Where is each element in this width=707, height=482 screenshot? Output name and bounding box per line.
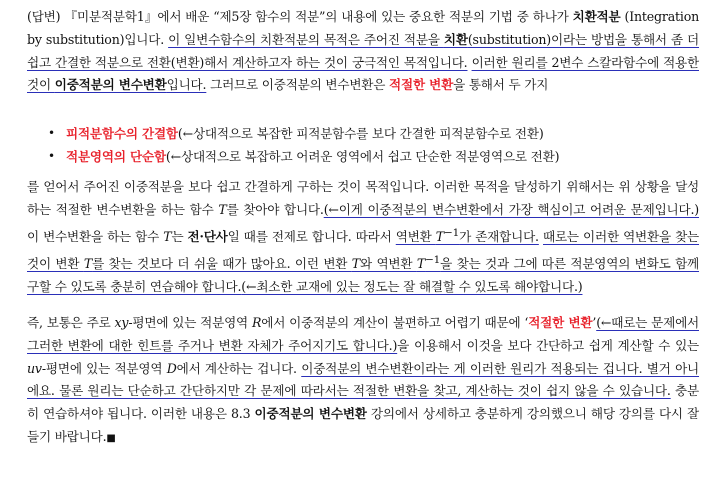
math-T: T bbox=[416, 255, 426, 271]
summary-text: 즉, 보통은 주로 bbox=[27, 315, 115, 330]
end-mark-icon: ■ bbox=[106, 432, 116, 444]
summary-text-3: 에서 이중적분의 계산이 불편하고 어렵기 때문에 ‘ bbox=[261, 315, 529, 330]
bullet-icon: • bbox=[48, 126, 55, 140]
underlined-inverse bbox=[395, 226, 539, 244]
underlined-core-note: (←이게 이중적분의 변수변환에서 가장 핵심이고 어려운 문제입니다.) bbox=[323, 201, 699, 217]
math-T: T bbox=[83, 255, 93, 271]
summary-text-4: 을 이용해서 이것을 보다 간단하고 쉽게 계산할 수 있는 bbox=[397, 337, 699, 353]
math-superscript: −1 bbox=[425, 253, 441, 266]
math-T: T bbox=[435, 228, 444, 244]
purpose-text: 이 일변수함수의 치환적분의 목적은 주어진 적분을 bbox=[168, 31, 444, 47]
goal-list bbox=[48, 122, 688, 168]
term-appropriate-transform: 적절한 변환 bbox=[389, 77, 454, 93]
underlined-hint-note: (←때로는 문제에서 그러한 변환에 대한 힌트를 주거나 변환 자체가 주어지기도 합니다.) bbox=[27, 315, 699, 353]
intro-text-3: 그러므로 이중적분의 변수변환은 bbox=[206, 77, 390, 93]
summary-text-7: 충분히 연습하셔야 됩니다. 이러한 내용은 8.3 bbox=[27, 383, 699, 422]
application-end: 입니다. bbox=[166, 77, 207, 93]
bullet-icon: • bbox=[48, 149, 55, 163]
math-T: T bbox=[351, 255, 360, 271]
practice-text-4: 을 찾는 것과 그에 따른 적분영역의 변화도 함께 구할 수 있도록 충분히 연습해야 합니다. bbox=[27, 255, 700, 294]
summary-text-8: 강의에서 상세하고 충분하게 강의했으니 해당 강의를 다시 잘 들기 바랍니다. bbox=[27, 406, 699, 444]
math-R: R bbox=[251, 315, 262, 330]
term-change-of-variables: 이중적분의 변수변환 bbox=[54, 77, 167, 93]
intro-text-2: (Integration by substitution)입니다. bbox=[27, 9, 699, 47]
list-item bbox=[48, 122, 688, 145]
math-D: D bbox=[166, 360, 177, 376]
practice-text-2: 를 찾는 것보다 더 쉬울 때가 많아요. 이런 변환 bbox=[92, 255, 352, 271]
summary-paragraph bbox=[27, 312, 699, 451]
method-paragraph bbox=[27, 176, 699, 298]
bullet-term: 피적분함수의 간결함 bbox=[66, 126, 178, 141]
math-superscript: −1 bbox=[444, 226, 460, 239]
bullet-term: 적분영역의 단순함 bbox=[66, 149, 166, 164]
term-bijective: 전·단사 bbox=[187, 228, 228, 244]
quote-close: ’ bbox=[592, 315, 597, 330]
underlined-principle: 이중적분의 변수변환이라는 게 이러한 원리가 적용되는 겁니다. 별거 아니에요. 물론 원리는 단순하고 간단하지만 각 문제에 따라서는 적절한 변환을 찾고, 계산하는 것이 쉽지 않을 수 있습니다. bbox=[27, 360, 700, 399]
intro-paragraph bbox=[27, 6, 699, 97]
underlined-textbook-note: (←최소한 교재에 있는 정도는 잘 해결할 수 있도록 해야합니다.) bbox=[241, 278, 583, 294]
bullet-desc: (←상대적으로 복잡한 피적분함수를 보다 간결한 피적분함수로 전환) bbox=[177, 126, 544, 141]
purpose-text-2: (substitution)이라는 방법을 통해서 좀 더 쉽고 간결한 적분으로 전환(변환)해서 계산하고자 하는 것이 궁극적인 목적입니다. bbox=[27, 31, 699, 70]
inverse-text: 역변환 bbox=[395, 228, 436, 244]
term-appropriate-transform: 적절한 변환 bbox=[528, 315, 593, 330]
summary-text-5: -평면에 있는 적분영역 bbox=[41, 360, 167, 376]
intro-text-4: 을 통해서 두 가지 bbox=[453, 77, 549, 93]
practice-text: 때로는 이러한 역변환을 찾는 것이 변환 bbox=[27, 228, 700, 271]
math-xy: xy bbox=[114, 315, 129, 330]
list-item bbox=[48, 145, 688, 168]
intro-text: (답변) 『미분적분학1』에서 배운 “제5장 함수의 적분”의 내용에 있는 중요한 적분의 기법 중 하나가 bbox=[27, 9, 573, 24]
summary-text-6: 에서 계산하는 겁니다. bbox=[176, 360, 302, 376]
application-text: 이러한 원리를 2변수 스칼라함수에 적용한 것이 bbox=[27, 54, 699, 93]
method-text-5: 일 때를 전제로 합니다. 따라서 bbox=[227, 228, 396, 244]
math-uv: uv bbox=[27, 360, 42, 376]
method-text-4: 는 bbox=[171, 228, 188, 244]
method-text: 를 얻어서 주어진 이중적분을 보다 쉽고 간결하게 구하는 것이 목적입니다. 이러한 목적을 달성하기 위해서는 위 상황을 달성하는 적절한 변수변환을 하는 함수 bbox=[27, 179, 699, 217]
term-substitution-integral: 치환적분 bbox=[572, 9, 621, 24]
summary-text-2: -평면에 있는 적분영역 bbox=[128, 315, 252, 330]
practice-text-3: 와 역변환 bbox=[359, 255, 417, 271]
method-text-2: 를 찾아야 합니다. bbox=[226, 201, 324, 217]
bullet-desc: (←상대적으로 복잡하고 어려운 영역에서 쉽고 단순한 적분영역으로 전환) bbox=[165, 149, 560, 164]
term-substitution: 치환 bbox=[443, 31, 468, 47]
math-T: T bbox=[218, 201, 227, 217]
inverse-text-2: 가 존재합니다. bbox=[459, 228, 539, 244]
method-text-3: 이 변수변환을 하는 함수 bbox=[27, 228, 164, 244]
term-change-of-variables: 이중적분의 변수변환 bbox=[254, 406, 367, 422]
math-T: T bbox=[163, 228, 172, 244]
